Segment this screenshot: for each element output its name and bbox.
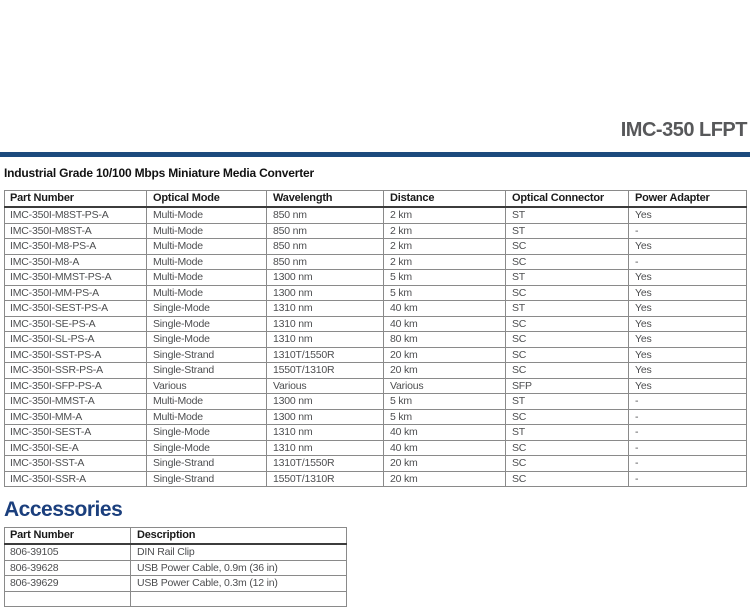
table-row <box>5 576 347 592</box>
table-cell: Single-Mode <box>147 316 267 332</box>
table-cell: Yes <box>629 347 747 363</box>
table-cell: ST <box>506 223 629 239</box>
table-cell: Single-Strand <box>147 471 267 487</box>
table-cell <box>5 591 131 607</box>
table-cell: 2 km <box>384 207 506 223</box>
table-cell: USB Power Cable, 0.9m (36 in) <box>131 560 347 576</box>
table-cell: 806-39628 <box>5 560 131 576</box>
table-row <box>5 223 747 239</box>
table-cell: - <box>629 471 747 487</box>
table-row <box>5 378 747 394</box>
section-title: Industrial Grade 10/100 Mbps Miniature Media Converter <box>4 166 314 180</box>
table-cell: IMC-350I-SL-PS-A <box>5 332 147 348</box>
column-header: Optical Connector <box>506 191 629 208</box>
table-row <box>5 285 747 301</box>
table-cell: Various <box>384 378 506 394</box>
table-cell: Multi-Mode <box>147 270 267 286</box>
table-cell: SC <box>506 239 629 255</box>
table-cell: IMC-350I-M8-A <box>5 254 147 270</box>
table-cell: ST <box>506 270 629 286</box>
table-row <box>5 456 747 472</box>
table-cell: IMC-350I-SEST-A <box>5 425 147 441</box>
table-cell: 40 km <box>384 301 506 317</box>
table-cell: 1310 nm <box>267 301 384 317</box>
table-cell: IMC-350I-SST-PS-A <box>5 347 147 363</box>
table-cell: Various <box>267 378 384 394</box>
table-row <box>5 270 747 286</box>
table-row <box>5 560 347 576</box>
table-cell: 5 km <box>384 270 506 286</box>
table-cell: IMC-350I-SFP-PS-A <box>5 378 147 394</box>
table-cell: Single-Mode <box>147 425 267 441</box>
table-cell: 20 km <box>384 363 506 379</box>
table-header-row <box>5 528 347 545</box>
table-row <box>5 347 747 363</box>
table-cell: Yes <box>629 301 747 317</box>
column-header: Part Number <box>5 528 131 545</box>
column-header: Optical Mode <box>147 191 267 208</box>
table-cell: - <box>629 456 747 472</box>
table-cell: SC <box>506 254 629 270</box>
table-cell: SC <box>506 332 629 348</box>
table-cell: 20 km <box>384 347 506 363</box>
product-title: IMC-350 LFPT <box>620 119 747 141</box>
table-cell: IMC-350I-SSR-PS-A <box>5 363 147 379</box>
table-cell: - <box>629 254 747 270</box>
table-cell: Multi-Mode <box>147 223 267 239</box>
table-cell: SC <box>506 316 629 332</box>
table-cell: - <box>629 440 747 456</box>
table-cell: - <box>629 394 747 410</box>
table-row <box>5 409 747 425</box>
table-cell: 1310T/1550R <box>267 456 384 472</box>
table-cell: 1310 nm <box>267 316 384 332</box>
table-cell: 1300 nm <box>267 394 384 410</box>
table-row <box>5 239 747 255</box>
table-cell: Yes <box>629 207 747 223</box>
table-cell: IMC-350I-M8ST-A <box>5 223 147 239</box>
table-cell: IMC-350I-MM-PS-A <box>5 285 147 301</box>
table-cell: 5 km <box>384 285 506 301</box>
table-cell: Single-Mode <box>147 301 267 317</box>
table-cell: Various <box>147 378 267 394</box>
table-cell: Yes <box>629 363 747 379</box>
table-row <box>5 316 747 332</box>
table-cell: Yes <box>629 316 747 332</box>
table-cell: 5 km <box>384 409 506 425</box>
table-cell: 20 km <box>384 456 506 472</box>
column-header: Wavelength <box>267 191 384 208</box>
table-cell: 850 nm <box>267 223 384 239</box>
table-cell: 2 km <box>384 254 506 270</box>
document-header <box>0 0 750 142</box>
table-cell: - <box>629 425 747 441</box>
table-cell: IMC-350I-M8ST-PS-A <box>5 207 147 223</box>
table-cell: IMC-350I-SE-A <box>5 440 147 456</box>
table-cell: SC <box>506 363 629 379</box>
table-cell: 20 km <box>384 471 506 487</box>
table-row <box>5 207 747 223</box>
table-cell: 1550T/1310R <box>267 471 384 487</box>
table-cell: ST <box>506 301 629 317</box>
table-cell: 1300 nm <box>267 409 384 425</box>
table-cell: 1550T/1310R <box>267 363 384 379</box>
table-cell: 2 km <box>384 223 506 239</box>
table-row <box>5 471 747 487</box>
table-cell: Yes <box>629 239 747 255</box>
table-cell: IMC-350I-MMST-PS-A <box>5 270 147 286</box>
table-cell: Single-Strand <box>147 347 267 363</box>
table-cell: Yes <box>629 332 747 348</box>
table-row <box>5 332 747 348</box>
table-cell: Multi-Mode <box>147 394 267 410</box>
table-cell: SC <box>506 285 629 301</box>
table-cell: IMC-350I-SST-A <box>5 456 147 472</box>
table-row <box>5 254 747 270</box>
table-cell: IMC-350I-MMST-A <box>5 394 147 410</box>
table-cell: 80 km <box>384 332 506 348</box>
table-cell: 2 km <box>384 239 506 255</box>
table-cell: 1300 nm <box>267 270 384 286</box>
table-cell <box>131 591 347 607</box>
table-cell: SC <box>506 471 629 487</box>
table-cell: - <box>629 409 747 425</box>
table-cell: IMC-350I-SSR-A <box>5 471 147 487</box>
table-row <box>5 301 747 317</box>
column-header: Part Number <box>5 191 147 208</box>
spec-table <box>4 190 747 487</box>
table-cell: 40 km <box>384 425 506 441</box>
table-cell: SFP <box>506 378 629 394</box>
table-cell: ST <box>506 207 629 223</box>
table-cell: ST <box>506 425 629 441</box>
table-cell: 850 nm <box>267 254 384 270</box>
table-cell: 1310T/1550R <box>267 347 384 363</box>
table-cell: Yes <box>629 285 747 301</box>
table-cell: Yes <box>629 378 747 394</box>
table-cell: 5 km <box>384 394 506 410</box>
table-cell: IMC-350I-MM-A <box>5 409 147 425</box>
table-cell: Multi-Mode <box>147 285 267 301</box>
table-cell: Single-Mode <box>147 332 267 348</box>
table-cell: Single-Strand <box>147 456 267 472</box>
table-row <box>5 440 747 456</box>
table-cell: 1300 nm <box>267 285 384 301</box>
table-cell: Multi-Mode <box>147 207 267 223</box>
table-cell: SC <box>506 456 629 472</box>
table-cell: 850 nm <box>267 207 384 223</box>
column-header: Description <box>131 528 347 545</box>
table-cell: Single-Mode <box>147 440 267 456</box>
table-cell: Single-Strand <box>147 363 267 379</box>
table-cell: 1310 nm <box>267 332 384 348</box>
table-header-row <box>5 191 747 208</box>
table-cell: 40 km <box>384 440 506 456</box>
table-cell: 1310 nm <box>267 440 384 456</box>
table-cell: IMC-350I-SEST-PS-A <box>5 301 147 317</box>
table-cell: 1310 nm <box>267 425 384 441</box>
table-cell: ST <box>506 394 629 410</box>
accessories-table <box>4 527 347 607</box>
table-row <box>5 591 347 607</box>
table-cell: USB Power Cable, 0.3m (12 in) <box>131 576 347 592</box>
table-row <box>5 544 347 560</box>
table-cell: IMC-350I-M8-PS-A <box>5 239 147 255</box>
column-header: Power Adapter <box>629 191 747 208</box>
table-cell: SC <box>506 409 629 425</box>
table-cell: Yes <box>629 270 747 286</box>
table-row <box>5 363 747 379</box>
table-cell: 806-39105 <box>5 544 131 560</box>
table-cell: Multi-Mode <box>147 239 267 255</box>
accessories-heading: Accessories <box>4 498 123 521</box>
table-row <box>5 425 747 441</box>
table-cell: Multi-Mode <box>147 254 267 270</box>
table-cell: SC <box>506 440 629 456</box>
table-cell: SC <box>506 347 629 363</box>
column-header: Distance <box>384 191 506 208</box>
header-rule-divider <box>0 152 750 157</box>
table-row <box>5 394 747 410</box>
table-cell: Multi-Mode <box>147 409 267 425</box>
table-cell: 40 km <box>384 316 506 332</box>
table-cell: DIN Rail Clip <box>131 544 347 560</box>
table-cell: 850 nm <box>267 239 384 255</box>
table-cell: - <box>629 223 747 239</box>
table-cell: IMC-350I-SE-PS-A <box>5 316 147 332</box>
table-cell: 806-39629 <box>5 576 131 592</box>
